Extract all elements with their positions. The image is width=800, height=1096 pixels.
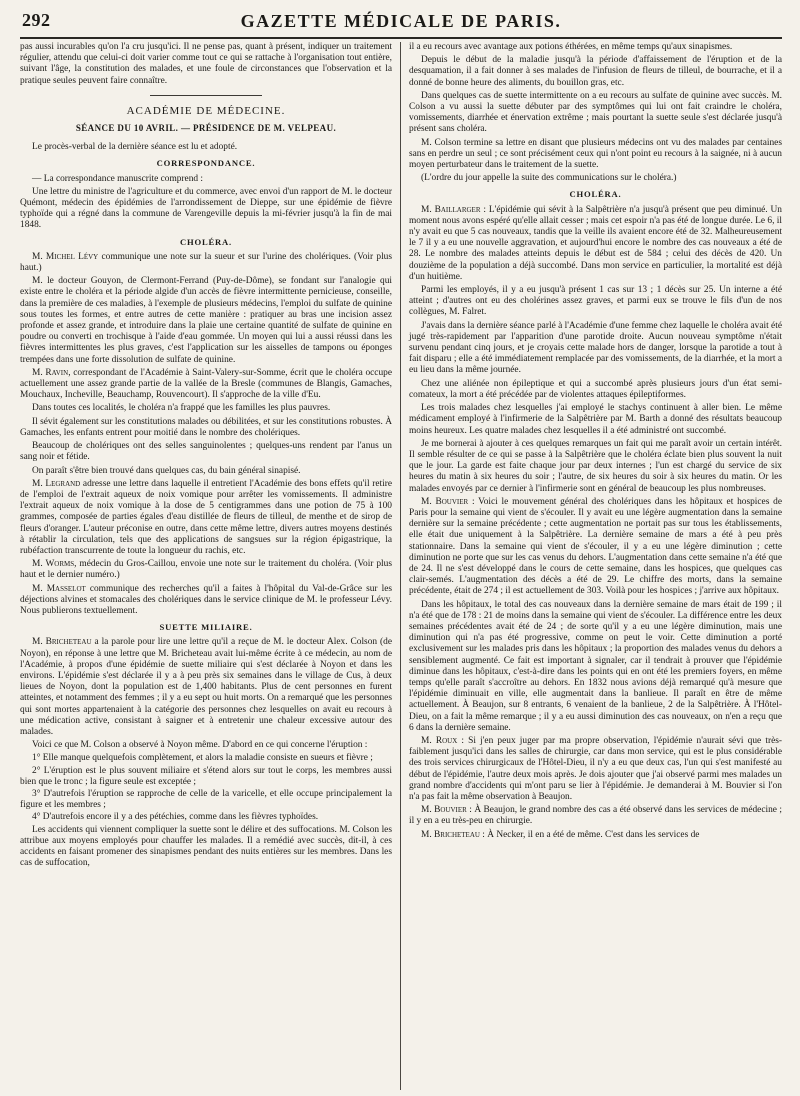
speaker-name: M. Roux bbox=[421, 735, 458, 746]
paragraph-text: : Si j'en peux juger par ma propre observation, l'épidémie n'aurait sévi que très-faiblement jusqu'ici dans les salles de chirurgie, car dans mon service, qui est le plus considérable des trois services chirurgicaux de l'Hôtel-Dieu, il n'y a eu que deux cas, l'un qui s'est manifesté au début de l'épidémie, l'autre deux mois après. Je dois ajouter que j'ai observé parmi mes malades un grand nombre d'accidents qui m'ont paru se lier à l'épidémie. Je demanderai à M. Bouvier si l'on n'a pas fait la même observation à Beaujon. bbox=[409, 735, 782, 802]
baillarger-p6: Je me bornerai à ajouter à ces quelques remarques un fait qui me paraît avoir un certain intérêt. Il semble résulter de ce qui se passe à la Salpêtrière que le choléra éclate bien plus souvent la nuit que le jour. La garde est faite chaque jour par deux internes ; l'un est chargé du service de six heures du matin à six heures du soir ; l'autre, de six heures du soir à six heures du matin. Or les malades envoyés par ce dernier à l'infirmerie sont en général de beaucoup les plus nombreuses. bbox=[409, 438, 782, 494]
subhead-cholera-right: CHOLÉRA. bbox=[569, 189, 622, 200]
cholera-p3: Il sévit également sur les constitutions malades ou débilitées, et sur les constitutions robustes. À Gamaches, les enfants entrent pour moitié dans le nombre des cholériques. bbox=[20, 416, 392, 438]
baillarger-p2: Parmi les employés, il y a eu jusqu'à présent 1 cas sur 13 ; 1 décès sur 25. Un interne a été atteint ; d'autres ont eu des cholérines assez graves, et parmi eux se trouve le fils d'un de nos collègues, M. Falret. bbox=[409, 285, 782, 318]
speaker-name: M. Legrand bbox=[32, 478, 81, 489]
correspondance-p1: — La correspondance manuscrite comprend : bbox=[32, 173, 204, 184]
baillarger-p5: Les trois malades chez lesquelles j'ai employé le stachys continuent à aller bien. Le même médicament employé à l'infirmerie de la Salpêtrière par M. Barth a donné des résultats beaucoup moins heureux. Les quatre malades chez lesquelles il a été administré ont succombé. bbox=[409, 403, 782, 436]
right-column bbox=[401, 42, 782, 1090]
paragraph-text: , médecin du Gros-Caillou, envoie une note sur le traitement du choléra. (Voir plus haut et le dernier numéro.) bbox=[20, 559, 392, 581]
left-column bbox=[20, 42, 401, 1090]
paragraph-text: : L'épidémie qui sévit à la Salpêtrière n'a jusqu'à présent que peu diminué. Un moment nous avons espéré qu'elle allait cesser ; mais cet espoir n'a pas été de longue durée. Le 6, il n'y avait eu que 5 cas nouveaux, tandis que la veille ils avaient encore été de 32. Malheureusement le 7 il y a eu une nouvelle aggravation, et aujourd'hui encore le nombre des cas nouveaux a été de 28. Le nombre des malades atteints depuis le début est de 584 ; celui des décès de 420. Un douzième de la population a déjà succombé. Dans mon service en particulier, la mortalité est déjà d'un huitième. bbox=[409, 204, 782, 282]
baillarger-p3: J'avais dans la dernière séance parlé à l'Académie d'une femme chez laquelle le choléra avait été jugé très-rapidement par l'apparition d'une parotide droite. Aucun nouveau symptôme n'était survenu pendant cinq jours, et je croyais cette malade hors de danger, lorsque la parotide a tout à fait disparu ; elle a été immédiatement remplacée par des vomissements, de la diarrhée, et la mort a eu lieu dans la même journée. bbox=[409, 320, 782, 376]
speaker-name: M. Michel Lévy bbox=[32, 251, 99, 262]
subhead-suette: SUETTE MILIAIRE. bbox=[159, 622, 253, 633]
paragraph-text: , correspondant de l'Académie à Saint-Valery-sur-Somme, écrit que le choléra occupe actuellement une assez grande partie de la vallée de la Bresle (communes de Blangis, Gamaches, Mouchaux, Incheville, Beauchamp, Rouvencourt). Il s'approche de la ville d'Eu. bbox=[20, 367, 392, 401]
speaker-name: M. Baillarger bbox=[421, 204, 481, 215]
suette-p1 bbox=[20, 637, 392, 738]
article-columns bbox=[20, 42, 782, 1090]
speaker-name: M. Bouvier bbox=[421, 805, 467, 816]
intro-paragraph: pas aussi incurables qu'on l'a cru jusqu'ici. Il ne pense pas, quant à présent, indiquer un traitement régulier, attendu que celui-ci doit varier comme tout ce qui se rattache à l'organisation tout entière, suivant l'âge, la constitution des malades, et une foule de circonstances que l'observation et la pratique seules peuvent faire connaître. bbox=[20, 42, 392, 86]
suette-item: 3° D'autrefois l'éruption se rapproche de celle de la varicelle, et elle occupe principalement la figure et les membres ; bbox=[20, 788, 392, 811]
suette-p3: Les accidents qui viennent compliquer la suette sont le délire et des suffocations. M. Colson les attribue aux moyens employés pour chauffer les malades. Il a remédié avec succès, dit-il, à ces accidents en faisant promener des sinapismes pendant des nuits entières sur les membres. Dans les cas de suffocation, bbox=[20, 824, 392, 869]
baillarger-p4: Chez une aliénée non épileptique et qui a succombé après plusieurs jours d'un état semi-comateux, la mort a été précédée par de violentes attaques épileptiformes. bbox=[409, 378, 782, 400]
right-p4: M. Colson termine sa lettre en disant que plusieurs médecins ont vu des malades par centaines sans en perdre un seul ; ce sont précisément ceux qui n'ont point eu recours à la saignée, ni à aucun moyen perturbateur dans le traitement de la suette. bbox=[409, 137, 782, 171]
bricheteau2-p bbox=[409, 830, 782, 841]
right-p1: il a eu recours avec avantage aux potions éthérées, en même temps qu'aux sinapismes. bbox=[409, 42, 733, 52]
suette-item: 1° Elle manque quelquefois complètement, et alors la maladie consiste en sueurs et fièvre ; bbox=[32, 753, 373, 764]
cholera-gouyon: M. le docteur Gouyon, de Clermont-Ferrand (Puy-de-Dôme), se fondant sur l'analogie qui existe entre le choléra et la période algide d'un accès de fièvre intermittente pernicieuse, conseille, dans la première de ces maladies, à l'exemple de plusieurs médecins, l'emploi du sulfate de quinine sous toutes les formes, et entre autres de cette manière : pratiquer au bras une incision assez profonde et assez grande, et introduire dans la plaie une certaine quantité de sulfate de quinine en poudre ou converti en trochisque à l'aide d'eau gommée. Un moyen qui lui a aussi réussi dans les fièvres intermittentes les plus graves, c'est l'application sur les aisselles de tampons ou éponges trempées dans une forte dissolution de sulfate de quinine. bbox=[20, 276, 392, 365]
paragraph-text: : Voici le mouvement général des cholériques dans les hôpitaux et hospices de Paris pour la semaine qui vient de s'écouler. Il y avait eu une légère augmentation dans la semaine dernière sur la semaine précédente ; cette augmentation ne portait pas sur tous les établissements, elle était due uniquement à la Salpêtrière. La dernière semaine de mars a été à peu près stationnaire. Dans la semaine qui vient de s'écouler, il y a eu une légère diminution ; cette diminution ne porte que sur les cas venus du dehors. L'augmentation dans cette semaine n'a été que de 24. Il ne s'est développé dans le cours de cette semaine, dans les hospices, que quelques cas clair-semés. L'augmentation des décès a été de 29. Le chiffre des morts, dans la semaine précédente, était de 274 ; il est actuellement de 303. Voilà pour les hospices ; j'arrive aux hôpitaux. bbox=[409, 496, 782, 597]
journal-title: GAZETTE MÉDICALE DE PARIS. bbox=[240, 11, 562, 31]
paragraph-text: communique des recherches qu'il a faites à l'hôpital du Val-de-Grâce sur les déjections alvines et stomacales des cholériques dans le service clinique de M. le professeur Lévy. Nous publierons textuellement. bbox=[20, 583, 392, 616]
suette-item: 4° D'autrefois encore il y a des pétéchies, comme dans les fièvres typhoïdes. bbox=[32, 812, 319, 823]
suette-item: 2° L'éruption est le plus souvent miliaire et s'étend alors sur tout le corps, les membres aussi bien que le tronc ; la figure seule est exceptée ; bbox=[20, 765, 392, 787]
proces-verbal: Le procès-verbal de la dernière séance est lu et adopté. bbox=[32, 142, 238, 153]
paragraph-text: adresse une lettre dans laquelle il entretient l'Académie des bons effets qu'il retire de l'emploi de l'extrait aqueux de noix vomique pour arrêter les vomissements. Il administre l'extrait aqueux de noix vomique à la dose de 5 centigrammes dans une potion de 75 à 100 grammes, composée de parties égales d'eau distillée de fleurs de tilleul, de menthe et de sirop de fleurs d'oranger. L'auteur préconise en outre, dans cette même lettre, divers autres moyens destinés à rétablir la circulation, tels que des applications de sangsues sur la région épigastrique, la rubéfaction transcurrente de toute la longueur du rachis, etc. bbox=[20, 478, 392, 556]
section-title: ACADÉMIE DE MÉDECINE. bbox=[126, 104, 286, 117]
cholera-p5: On paraît s'être bien trouvé dans quelques cas, du bain général sinapisé. bbox=[32, 465, 301, 476]
page-number: 292 bbox=[22, 10, 51, 30]
cholera-masselot bbox=[20, 584, 392, 618]
speaker-name: M. Worms bbox=[32, 559, 75, 570]
cholera-p2: Dans toutes ces localités, le choléra n'a frappé que les familles les plus pauvres. bbox=[32, 403, 331, 414]
paragraph-text: a la parole pour lire une lettre qu'il a reçue de M. le docteur Alex. Colson (de Noyon), en réponse à une lettre que M. Bricheteau avait lui-même écrite à ce médecin, au nom de l'Académie, à propos d'une épidémie de suette miliaire qui s'est déclarée à Noyon et dans les environs. L'épidémie s'est déclarée il y a à peu près six semaines dans le village de Cus, à deux lieues de Noyon, dont la population est de 1,400 habitants. Plus de cent personnes en furent atteintes, et notamment des femmes ; il y a eu sept ou huit morts. On a remarqué que les personnes qui sont mortes appartenaient à la catégorie des personnes chez lesquelles on avait eu recours à une médication active, consistant à saigner et à entretenir une chaleur excessive autour des malades. bbox=[20, 637, 392, 737]
page-header bbox=[20, 8, 782, 38]
seance-line: SÉANCE DU 10 AVRIL. — PRÉSIDENCE DE M. VELPEAU. bbox=[75, 123, 337, 134]
baillarger-p1 bbox=[409, 205, 782, 283]
speaker-name: M. Bouvier bbox=[421, 496, 469, 507]
bouvier-p2: Dans les hôpitaux, le total des cas nouveaux dans la dernière semaine de mars était de 199 ; il n'a été que de 178 : 21 de moins dans la semaine qui vient de s'écouler. La différence entre les deux semaines précédentes avait été de 24 ; de sorte qu'il y a eu une légère diminution, mais une diminution qui n'a pas été progressive, comme on peut le voir. Cette diminution a porté exclusivement sur les malades pris dans les hôpitaux ; la proportion des malades venus du dehors a sensiblement augmenté. Ce fait est important à signaler, car il tendrait à prouver que l'épidémie diminue dans les hôpitaux, c'est-à-dire dans les points qui en ont été les premiers foyers, en même temps qu'elle paraît s'accroître au dehors. En 1832 nous avions déjà remarqué qu'à mesure que l'épidémie diminuait en ville, elle augmentait dans la banlieue. Il paraît en être de même actuellement. À Beaujon, sur 8 entrants, 6 venaient de la banlieue, 2 de la Salpêtrière. À l'Hôtel-Dieu, on a fait la même remarque ; il y a eu aussi diminution des cas nouveaux, on n'en a reçu que 6 dans la dernière semaine. bbox=[409, 599, 782, 733]
speaker-name: M. Ravin bbox=[32, 367, 69, 378]
cholera-worms bbox=[20, 559, 392, 581]
speaker-name: M. Masselot bbox=[32, 583, 86, 594]
cholera-p4: Beaucoup de cholériques ont des selles sanguinolentes ; quelques-uns rendent par l'anus un sang noir et fétide. bbox=[20, 441, 392, 463]
speaker-name: M. Bricheteau bbox=[421, 829, 480, 840]
right-p2: Depuis le début de la maladie jusqu'à la période d'affaissement de l'éruption et de la desquamation, il a fait donner à ses malades de l'infusion de fleurs de tilleul, de bourrache, et il a donné de bonne heure des aliments, du bouillon gras, etc. bbox=[409, 55, 782, 88]
right-p5: (L'ordre du jour appelle la suite des communications sur le choléra.) bbox=[421, 173, 677, 184]
header-rule bbox=[20, 37, 782, 39]
bouvier-p1 bbox=[409, 497, 782, 598]
speaker-name: M. Bricheteau bbox=[32, 637, 92, 648]
paragraph-text: : À Beaujon, le grand nombre des cas a été observé dans les services de médecine ; il y en a eu très-peu en chirurgie. bbox=[409, 805, 782, 827]
bouvier2-p bbox=[409, 805, 782, 827]
correspondance-p2: Une lettre du ministre de l'agriculture et du commerce, avec envoi d'un rapport de M. le docteur Quémont, médecin des épidémies de l'arrondissement de Dieppe, sur une épidémie de fièvre typhoïde qui a régné dans la commune de Varengeville depuis la mi-février jusqu'à la fin de mai 1848. bbox=[20, 186, 392, 231]
paragraph-text: : À Necker, il en a été de même. C'est dans les services de bbox=[482, 829, 700, 840]
subhead-correspondance: CORRESPONDANCE. bbox=[156, 158, 256, 169]
subhead-cholera: CHOLÉRA. bbox=[180, 236, 232, 247]
cholera-legrand bbox=[20, 479, 392, 557]
right-p3: Dans quelques cas de suette intermittente on a eu recours au sulfate de quinine avec succès. M. Colson a vu aussi la suette débuter par des symptômes qui lui ont fait craindre le choléra, vomissements, diarrhée et énervation extrême ; mais pourtant la suette seule s'est déclarée jusqu'à présent sans choléra. bbox=[409, 90, 782, 135]
roux-p bbox=[409, 736, 782, 803]
cholera-ravin bbox=[20, 368, 392, 402]
paragraph-text: communique une note sur la sueur et sur l'urine des cholériques. (Voir plus haut.) bbox=[20, 251, 393, 274]
suette-p2: Voici ce que M. Colson a observé à Noyon même. D'abord en ce qui concerne l'éruption : bbox=[32, 740, 368, 751]
section-divider bbox=[150, 95, 262, 96]
cholera-levy bbox=[20, 252, 392, 274]
